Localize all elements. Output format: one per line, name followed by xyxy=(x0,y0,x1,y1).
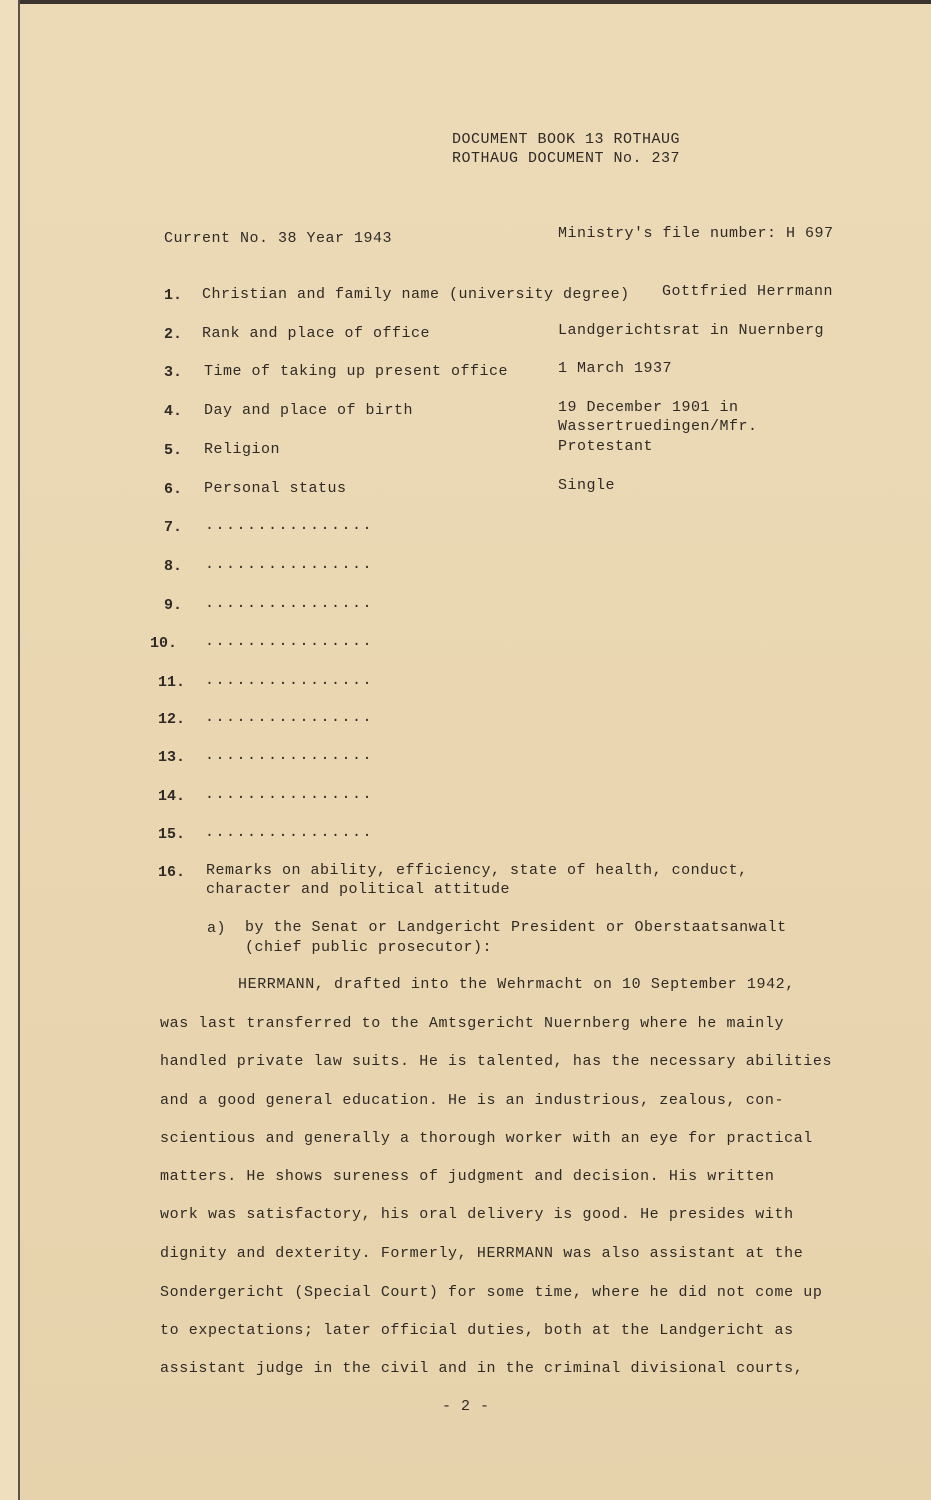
blank-dots: ................ xyxy=(205,747,374,764)
item-value: 1 March 1937 xyxy=(558,360,673,377)
sub-a-line-1: by the Senat or Landgericht President or Oberstaatsanwalt xyxy=(245,919,787,936)
item-number: 8. xyxy=(164,558,183,575)
item-number: 11. xyxy=(158,674,186,691)
blank-dots: ................ xyxy=(205,709,374,726)
blank-dots: ................ xyxy=(205,786,374,803)
item-label: Day and place of birth xyxy=(204,402,414,419)
body-line: assistant judge in the civil and in the criminal divisional courts, xyxy=(160,1360,804,1377)
body-line: Sondergericht (Special Court) for some time, where he did not come up xyxy=(160,1284,823,1301)
header-line-2: ROTHAUG DOCUMENT No. 237 xyxy=(452,150,681,167)
body-line: handled private law suits. He is talented, has the necessary abilities xyxy=(160,1053,833,1070)
current-number: Current No. 38 Year 1943 xyxy=(164,230,393,247)
body-line: dignity and dexterity. Formerly, HERRMANN was also assistant at the xyxy=(160,1245,804,1262)
left-edge xyxy=(0,0,20,1500)
item-label: Time of taking up present office xyxy=(204,363,509,380)
blank-dots: ................ xyxy=(205,595,374,612)
item-number: 13. xyxy=(158,749,186,766)
item-number: 7. xyxy=(164,519,183,536)
ministry-file-number: Ministry's file number: H 697 xyxy=(558,225,834,242)
item-number: 1. xyxy=(164,287,183,304)
blank-dots: ................ xyxy=(205,556,374,573)
item-value: 19 December 1901 in xyxy=(558,399,739,416)
sub-a-label: a) xyxy=(207,920,227,937)
item-label: Christian and family name (university degree) xyxy=(202,286,630,303)
top-edge xyxy=(0,0,931,4)
item-number: 9. xyxy=(164,597,183,614)
item-number: 5. xyxy=(164,442,183,459)
item-number: 2. xyxy=(164,326,183,343)
blank-dots: ................ xyxy=(205,824,374,841)
body-line: HERRMANN, drafted into the Wehrmacht on 10 September 1942, xyxy=(238,976,795,993)
item-number: 3. xyxy=(164,364,183,381)
item-label: Personal status xyxy=(204,480,347,497)
item-number: 6. xyxy=(164,481,183,498)
item-value: Protestant xyxy=(558,438,654,455)
header-line-1: DOCUMENT BOOK 13 ROTHAUG xyxy=(452,131,681,148)
remarks-heading-line-2: character and political attitude xyxy=(206,881,511,898)
item-label: Religion xyxy=(204,441,281,458)
body-line: matters. He shows sureness of judgment and decision. His written xyxy=(160,1168,775,1185)
body-line: work was satisfactory, his oral delivery is good. He presides with xyxy=(160,1206,794,1223)
page-number: - 2 - xyxy=(442,1398,490,1415)
item-number: 4. xyxy=(164,403,183,420)
body-line: scientious and generally a thorough worker with an eye for practical xyxy=(160,1130,813,1147)
blank-dots: ................ xyxy=(205,672,374,689)
item-number: 14. xyxy=(158,788,186,805)
body-line: was last transferred to the Amtsgericht Nuernberg where he mainly xyxy=(160,1015,785,1032)
item-number: 12. xyxy=(158,711,186,728)
remarks-heading-line-1: Remarks on ability, efficiency, state of health, conduct, xyxy=(206,862,748,879)
body-line: to expectations; later official duties, both at the Landgericht as xyxy=(160,1322,794,1339)
item-number: 15. xyxy=(158,826,186,843)
body-line: and a good general education. He is an industrious, zealous, con- xyxy=(160,1092,785,1109)
item-value: Gottfried Herrmann xyxy=(662,283,834,300)
item-number: 16. xyxy=(158,864,186,881)
sub-a-line-2: (chief public prosecutor): xyxy=(245,939,493,956)
item-label: Rank and place of office xyxy=(202,325,431,342)
item-value-continued: Wassertruedingen/Mfr. xyxy=(558,418,758,435)
item-number: 10. xyxy=(150,635,178,652)
blank-dots: ................ xyxy=(205,633,374,650)
blank-dots: ................ xyxy=(205,517,374,534)
item-value: Landgerichtsrat in Nuernberg xyxy=(558,322,825,339)
item-value: Single xyxy=(558,477,616,494)
